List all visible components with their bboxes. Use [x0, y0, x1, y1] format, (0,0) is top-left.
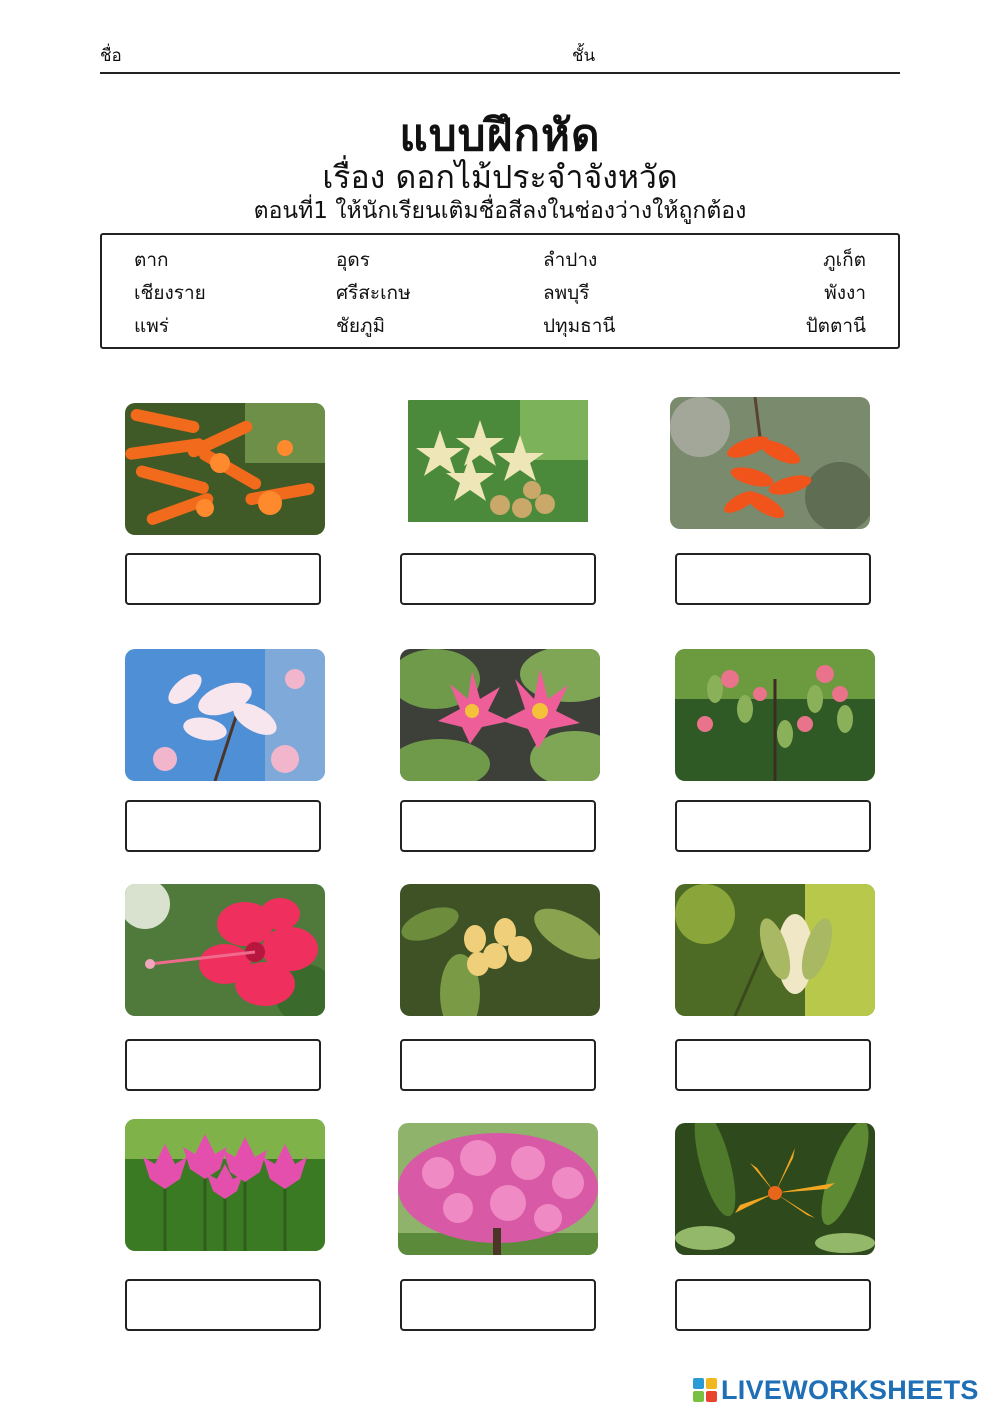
answer-box-5[interactable]	[400, 800, 596, 852]
word-bank-item: ปัตตานี	[805, 315, 866, 337]
name-class-line	[100, 40, 900, 74]
answer-box-2[interactable]	[400, 553, 596, 605]
name-label: ชื่อ	[100, 46, 122, 66]
word-bank-item: ชัยภูมิ	[336, 315, 386, 337]
worksheet-title: แบบฝึกหัด	[399, 110, 601, 161]
bougainvillea-bush-icon	[398, 1123, 598, 1255]
word-bank-item: ศรีสะเกษ	[336, 282, 411, 304]
class-label: ชั้น	[572, 46, 596, 66]
siam-tulip-icon	[125, 1119, 325, 1251]
flower-photo-10	[125, 1119, 325, 1251]
instruction-text: ตอนที่1 ให้นักเรียนเติมชื่อสีลงในช่องว่างให้ถูกต้อง	[253, 198, 747, 224]
flower-photo-2	[400, 400, 600, 532]
word-bank-item: ลพบุรี	[543, 282, 590, 304]
cream-star-flowers-icon	[400, 400, 600, 532]
word-bank-item: ลำปาง	[543, 249, 598, 271]
flower-photo-1	[125, 403, 325, 535]
orchid-tree-flowers-icon	[125, 649, 325, 781]
word-bank-item: ตาก	[134, 249, 169, 271]
answer-box-1[interactable]	[125, 553, 321, 605]
orange-flame-flowers-icon	[670, 397, 870, 529]
answer-box-3[interactable]	[675, 553, 871, 605]
pink-bud-flowers-icon	[675, 649, 875, 781]
flower-photo-3	[670, 397, 870, 529]
liveworksheets-logo[interactable]	[693, 1374, 979, 1406]
word-bank-item: อุดร	[336, 249, 370, 271]
word-bank-item: เชียงราย	[134, 282, 206, 304]
flower-photo-7	[125, 884, 325, 1016]
flower-photo-8	[400, 884, 600, 1016]
worksheet-subtitle: เรื่อง ดอกไม้ประจำจังหวัด	[322, 158, 678, 196]
flower-photo-5	[400, 649, 600, 781]
flower-photo-9	[675, 884, 875, 1016]
answer-box-6[interactable]	[675, 800, 871, 852]
answer-box-10[interactable]	[125, 1279, 321, 1331]
flower-photo-12	[675, 1123, 875, 1255]
champak-flowers-icon	[400, 884, 600, 1016]
word-bank-item: ปทุมธานี	[543, 315, 616, 337]
orange-trumpet-flowers-icon	[125, 403, 325, 535]
hibiscus-icon	[125, 884, 325, 1016]
answer-box-12[interactable]	[675, 1279, 871, 1331]
answer-box-9[interactable]	[675, 1039, 871, 1091]
liveworksheets-logo-text: LIVEWORKSHEETS	[721, 1374, 979, 1405]
word-bank-item: พังงา	[824, 282, 866, 304]
magnolia-bud-icon	[675, 884, 875, 1016]
word-bank	[100, 233, 900, 349]
answer-box-11[interactable]	[400, 1279, 596, 1331]
word-bank-item: ภูเก็ต	[823, 249, 866, 271]
water-lily-icon	[400, 649, 600, 781]
answer-box-4[interactable]	[125, 800, 321, 852]
answer-box-7[interactable]	[125, 1039, 321, 1091]
flower-photo-11	[398, 1123, 598, 1255]
flower-photo-6	[675, 649, 875, 781]
answer-box-8[interactable]	[400, 1039, 596, 1091]
flower-photo-4	[125, 649, 325, 781]
heliconia-icon	[675, 1123, 875, 1255]
liveworksheets-logo-icon	[693, 1378, 717, 1402]
word-bank-item: แพร่	[134, 315, 169, 337]
